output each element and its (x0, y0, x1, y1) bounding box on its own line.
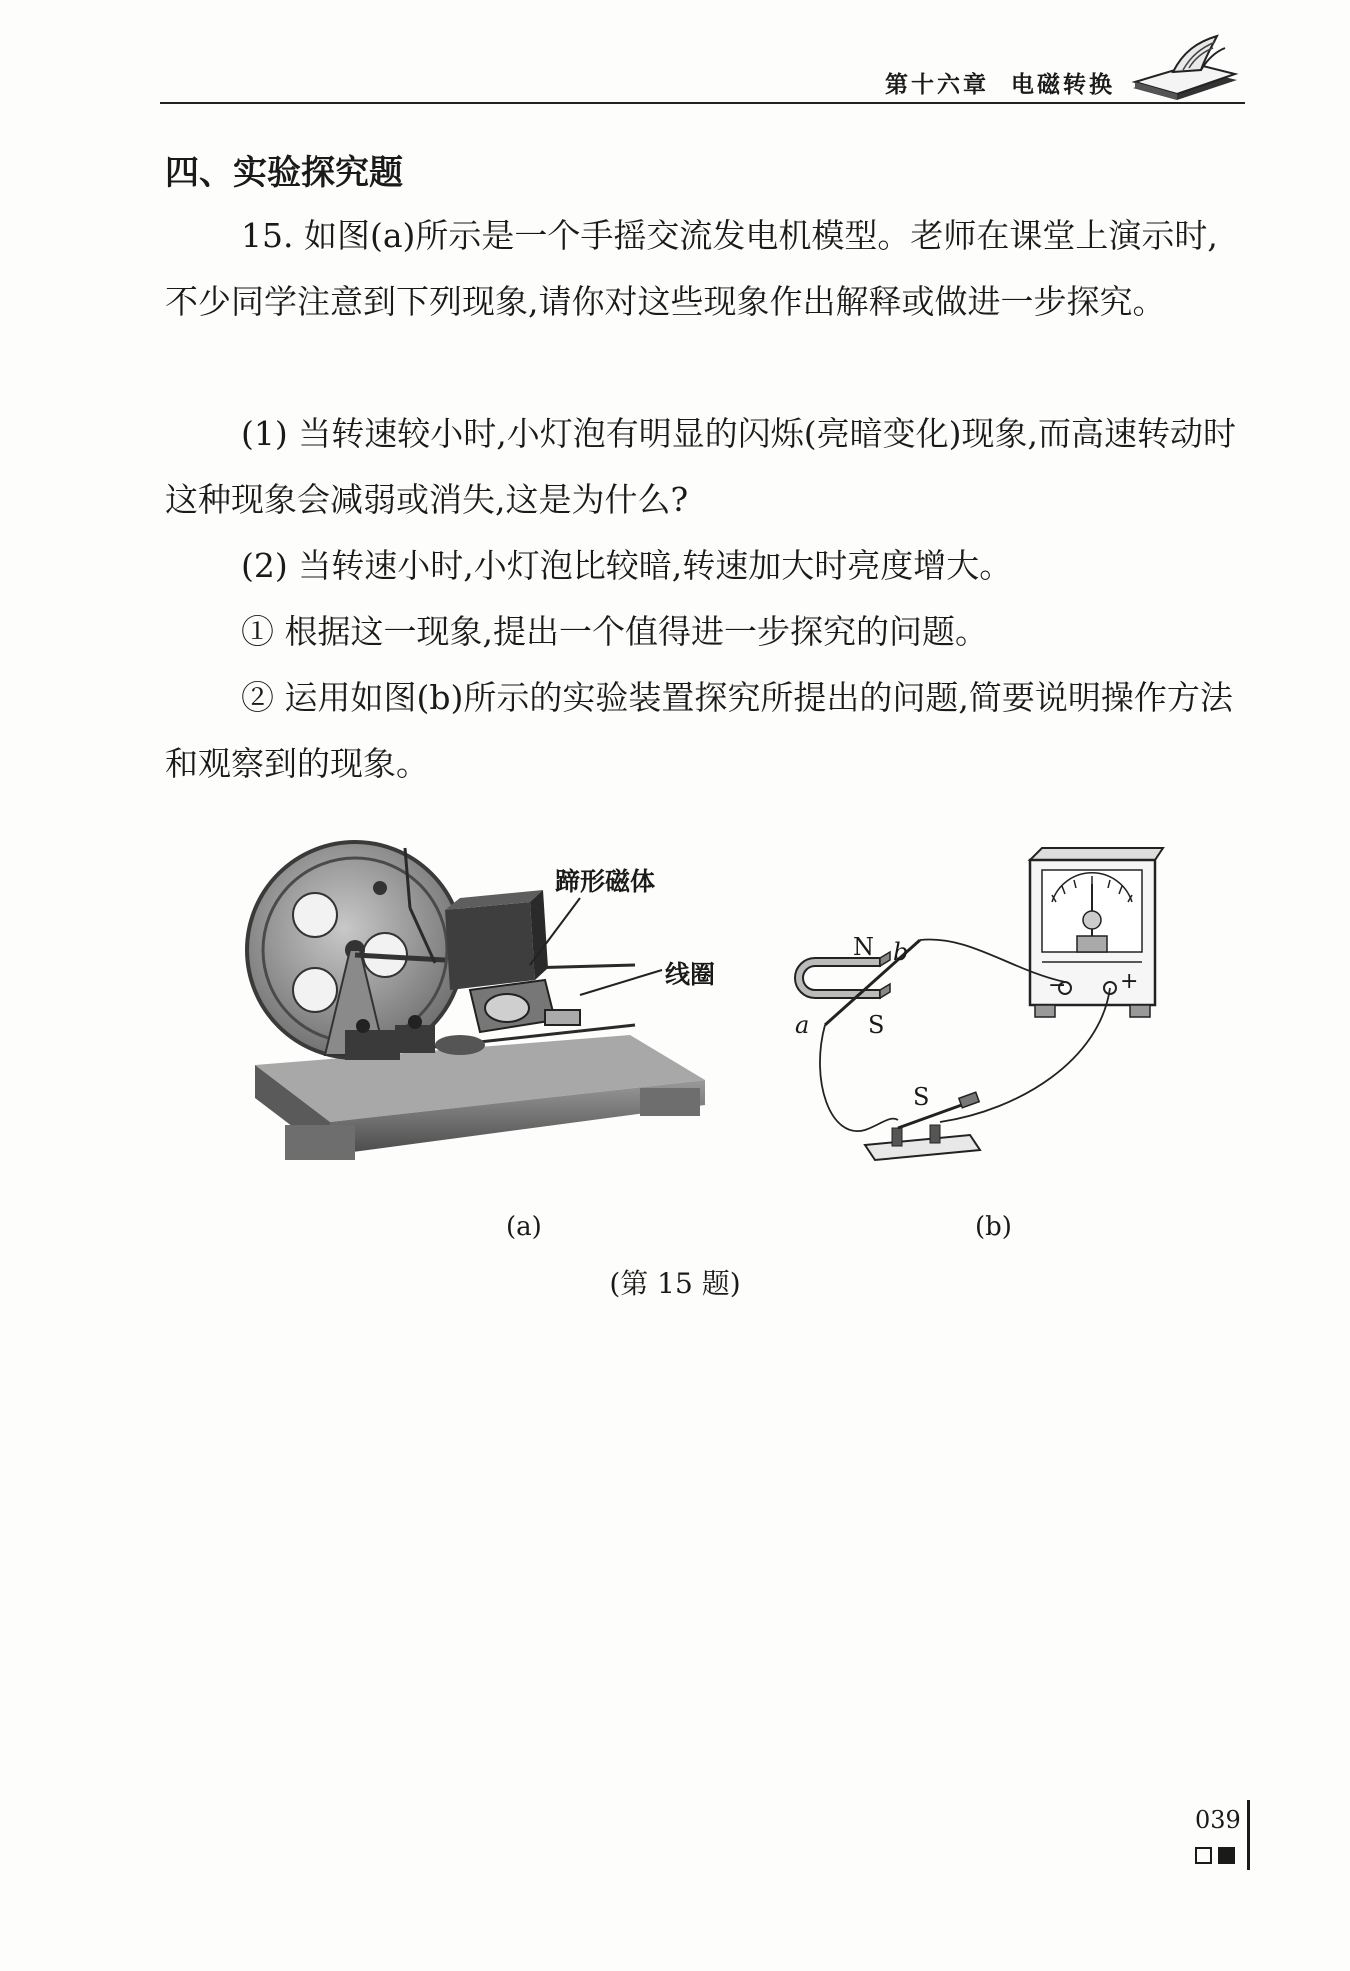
page-number: 039 (1195, 1806, 1241, 1834)
book-icon (1125, 30, 1245, 102)
section-title: 四、实验探究题 (165, 153, 403, 193)
question-part-2: (2) 当转速小时,小灯泡比较暗,转速加大时亮度增大。 (241, 546, 1013, 585)
terminal-plus-label: + (1120, 969, 1139, 994)
figure-a-label: (a) (506, 1212, 542, 1242)
figure-caption: (第 15 题) (609, 1267, 741, 1300)
filled-square-icon (1218, 1847, 1235, 1864)
wire-end-b-label: b (893, 938, 909, 966)
pole-s-label: S (868, 1011, 885, 1039)
pole-n-label: N (853, 933, 874, 961)
chapter-title: 电磁转换 (1011, 72, 1115, 98)
page-number-bar (1247, 1800, 1250, 1870)
callout-lines (500, 890, 670, 1000)
apparatus-diagram (780, 840, 1180, 1190)
header-rule (160, 102, 1245, 104)
question-part-1: (1) 当转速较小时,小灯泡有明显的闪烁(亮暗变化)现象,而高速转动时这种现象会减弱或消失,这是为什么? (165, 414, 1236, 519)
running-header-text (885, 66, 1115, 99)
figure-b-label: (b) (975, 1212, 1012, 1242)
callout-coil: 线圈 (665, 960, 716, 989)
terminal-minus-label: − (1048, 973, 1067, 998)
wire-end-a-label: a (795, 1011, 810, 1039)
question-sub-2: ② 运用如图(b)所示的实验装置探究所提出的问题,简要说明操作方法和观察到的现象。 (165, 678, 1233, 783)
callout-horseshoe-magnet: 蹄形磁体 (555, 867, 656, 896)
empty-square-icon (1195, 1847, 1212, 1864)
running-header (160, 30, 1245, 105)
question-intro: 15. 如图(a)所示是一个手摇交流发电机模型。老师在课堂上演示时,不少同学注意到下列现象,请你对这些现象作出解释或做进一步探究。 (165, 216, 1218, 321)
switch-label: S (913, 1083, 930, 1111)
question-sub-1: ① 根据这一现象,提出一个值得进一步探究的问题。 (241, 612, 988, 651)
chapter-number: 第十六章 (884, 72, 989, 98)
